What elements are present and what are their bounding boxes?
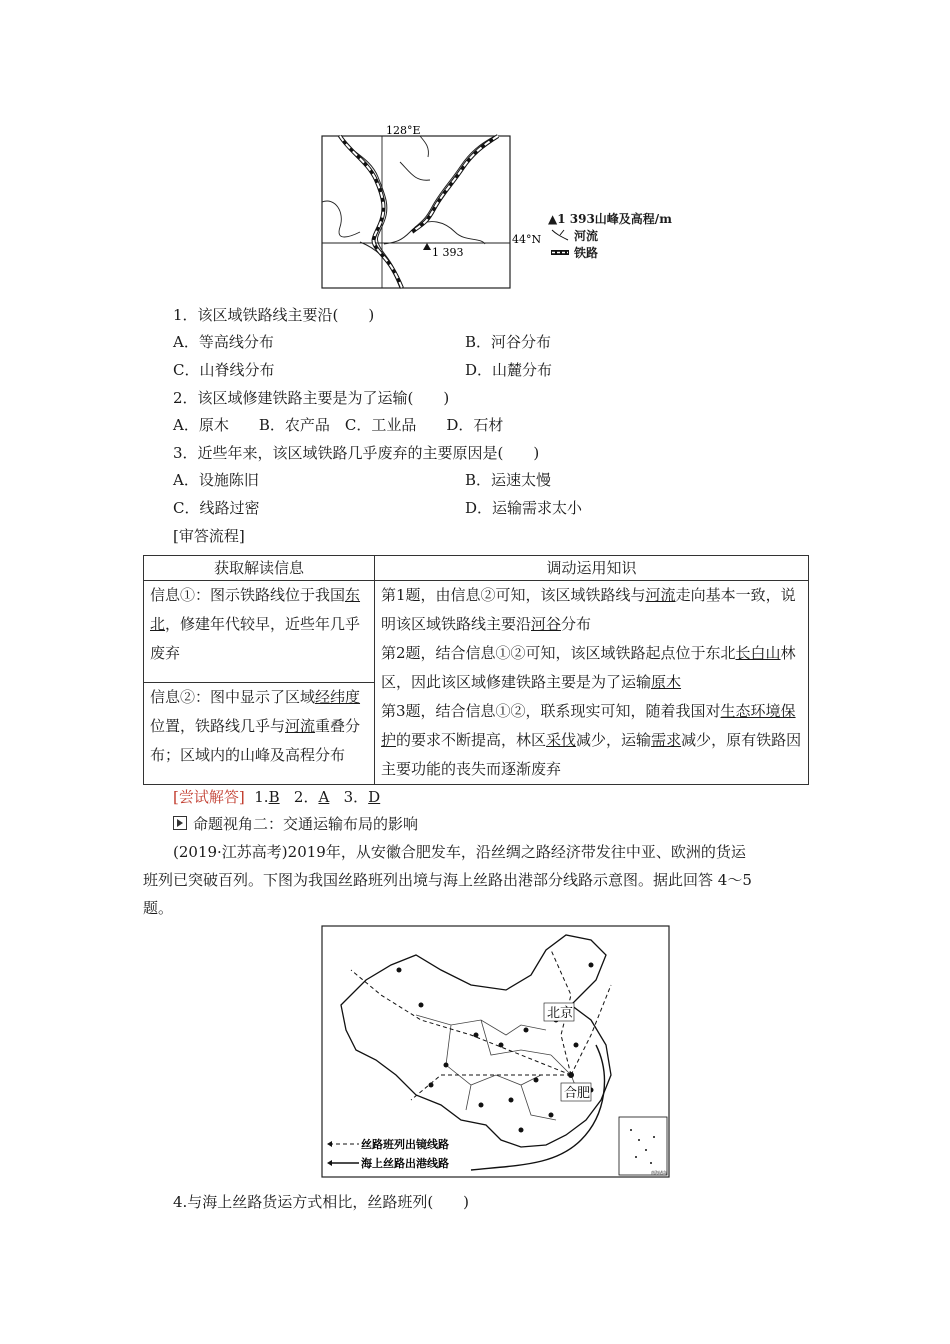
info-2-cell (144, 683, 375, 785)
ans-1-text-3: 分布 (561, 615, 592, 633)
beijing-label: 北京 (547, 1006, 574, 1021)
topographic-map (320, 122, 565, 290)
info-2-underline-2: 河流 (285, 717, 316, 735)
answer-1-explanation (381, 581, 802, 639)
ans-1-text: 第1题，由信息②可知，该区域铁路线与 (381, 586, 646, 604)
question-3-option-d: D．运输需求太小 (465, 499, 583, 517)
ans-3-text: 第3题，结合信息①②，联系现实可知，随着我国对 (381, 702, 721, 720)
intro-line-1: (2019·江苏高考)2019年，从安徽合肥发车，沿丝绸之路经济带发往中亚、欧洲的货运 (173, 843, 746, 861)
china-route-map (321, 925, 671, 1179)
legend-railway (548, 244, 688, 261)
legend-sea-label: 海上丝路出港线路 (361, 1157, 449, 1170)
ans-1-text-2: 走向基本一致，说明该区域铁路线主要沿 (381, 586, 796, 633)
topographic-map-graphic (320, 122, 565, 290)
info-1-cell (144, 581, 375, 683)
answer-2-value: A (318, 788, 330, 806)
ans-3-underline-2: 采伐 (546, 731, 577, 749)
ans-3-text-3: 减少，运输 (576, 731, 652, 749)
legend-peak: ▲1 393山峰及高程/m (548, 212, 672, 226)
info-1-text: 信息①：图示铁路线位于我国 (150, 586, 346, 604)
question-3-stem: 3．近些年来，该区域铁路几乎废弃的主要原因是( ) (173, 444, 540, 462)
info-2-text-3: 重叠分布；区域内的山峰及高程分布 (150, 717, 361, 764)
ans-3-underline: 生态环境保护 (381, 702, 796, 749)
review-heading: [审答流程] (173, 527, 245, 545)
latitude-label: 44°N (512, 233, 542, 246)
question-1-option-d: D．山麓分布 (465, 361, 553, 379)
info-2-text-2: 位置，铁路线几乎与 (150, 717, 286, 735)
question-1-option-a: A．等高线分布 (173, 333, 274, 351)
question-4-stem: 4.与海上丝路货运方式相比，丝路班列( ) (173, 1193, 470, 1211)
peak-label: 1 393 (432, 246, 464, 259)
question-1-option-c: C．山脊线分布 (173, 361, 275, 379)
intro-line-2: 班列已突破百列。下图为我国丝路班列出境与海上丝路出港部分线路示意图。据此回答 4～5 (143, 871, 752, 889)
ans-1-underline-2: 河谷 (531, 615, 562, 633)
header-right: 调动运用知识 (375, 556, 809, 581)
hefei-label: 合肥 (564, 1086, 591, 1101)
answer-2-explanation (381, 639, 802, 697)
legend-railway-label: 铁路 (574, 246, 599, 260)
question-1-option-b: B．河谷分布 (465, 333, 552, 351)
perspective-2-title (173, 814, 418, 834)
legend-rail-label: 丝路班列出镜线路 (361, 1138, 449, 1151)
info-2-underline: 经纬度 (315, 688, 361, 706)
intro-line-3: 题。 (143, 899, 174, 917)
ans-2-underline-2: 原木 (651, 673, 682, 691)
answer-1-value: B (268, 788, 280, 806)
china-route-map-graphic (321, 925, 671, 1179)
answers-label: [尝试解答] (173, 788, 245, 806)
header-left: 获取解读信息 (144, 556, 375, 581)
answer-3-explanation (381, 697, 802, 784)
question-1-stem: 1．该区域铁路线主要沿( ) (173, 306, 375, 324)
map1-legend (548, 210, 688, 266)
ans-2-underline: 长白山 (735, 644, 781, 662)
answers-line (173, 787, 380, 807)
inset-label: 南海诸岛 (651, 1170, 667, 1175)
answer-2-num: 2． (293, 788, 319, 806)
info-1-underline: 东北 (150, 586, 361, 633)
perspective-2-title-text: 命题视角二：交通运输布局的影响 (193, 815, 419, 833)
play-icon (173, 816, 187, 830)
ans-2-text: 第2题，结合信息①②可知，该区域铁路起点位于东北 (381, 644, 736, 662)
river-icon (550, 228, 570, 242)
answer-3-value: D (368, 788, 381, 806)
knowledge-cell (375, 581, 809, 785)
legend-river (548, 227, 688, 244)
ans-1-underline: 河流 (645, 586, 676, 604)
question-3-option-a: A．设施陈旧 (173, 471, 259, 489)
info-2-text: 信息②：图中显示了区域 (150, 688, 316, 706)
railway-icon (550, 248, 570, 258)
south-china-sea-inset (619, 1117, 667, 1175)
question-2-stem: 2．该区域修建铁路主要是为了运输( ) (173, 389, 450, 407)
ans-3-text-2: 的要求不断提高，林区 (396, 731, 547, 749)
ans-3-underline-3: 需求 (651, 731, 682, 749)
review-table (143, 555, 809, 785)
info-1-text-2: ，修建年代较早，近些年几乎废弃 (150, 615, 361, 662)
ans-2-text-2: 林区，因此该区域修建铁路主要是为了运输 (381, 644, 796, 691)
question-2-options: A．原木 B．农产品 C．工业品 D．石材 (173, 416, 504, 434)
answer-1-num: 1. (254, 788, 269, 806)
question-3-option-b: B．运速太慢 (465, 471, 552, 489)
longitude-label: 128°E (386, 124, 421, 137)
table-row (144, 581, 809, 683)
ans-3-text-4: 减少，原有铁路因主要功能的丧失而逐渐废弃 (381, 731, 802, 778)
table-header-row (144, 556, 809, 581)
answer-3-num: 3． (343, 788, 369, 806)
question-3-option-c: C．线路过密 (173, 499, 260, 517)
legend-river-label: 河流 (574, 229, 599, 243)
